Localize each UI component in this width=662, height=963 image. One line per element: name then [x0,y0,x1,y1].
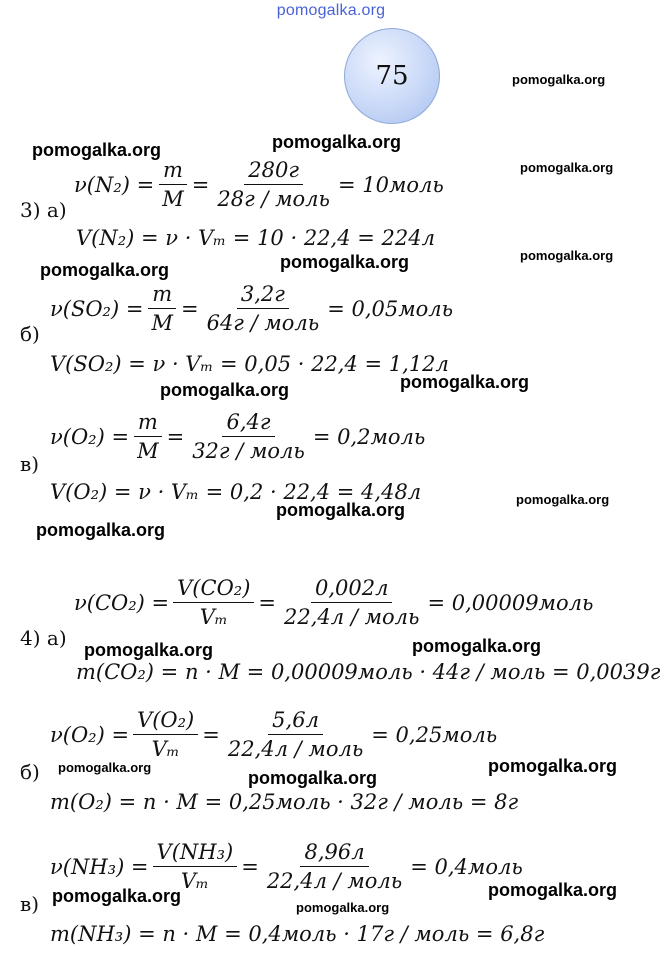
watermark: pomogalka.org [516,492,610,507]
equation-4c-amount: ν(NH₃) = $\frac{\text{V(NH₃)}}{\text{Vₘ}}$ = $\frac{8,96л}{\text{22,4л / моль}}$ = 0,4моль [50,840,523,894]
equation-4b-mass: m(O₂) = n · M = 0,25моль · 32г / моль = 8г [50,790,519,814]
watermark: pomogalka.org [84,640,214,660]
fraction: $\frac{m}{M}$ [147,282,177,335]
equation-lhs: ν(NH₃) = [50,854,149,879]
watermark: pomogalka.org [160,380,290,400]
top-watermark: pomogalka.org [276,2,386,19]
section-4-c-label: в) [20,892,40,916]
equation-3a-volume: V(N₂) = ν · Vₘ = 10 · 22,4 = 224л [76,226,435,250]
fraction: $\frac{6,4г}{\text{32г / моль}}$ [192,410,305,464]
equation-4a-amount: ν(CO₂) = $\frac{\text{V(CO₂)}}{\text{Vₘ}}$ = $\frac{0,002л}{\text{22,4л / моль}}$ = 0,00009моль [74,576,594,630]
watermark: pomogalka.org [488,756,618,776]
equation-result: = 0,00009моль [427,590,594,615]
equation-lhs: ν(O₂) = [50,722,130,747]
fraction: $\frac{0,002л}{\text{22,4л / моль}}$ [284,576,420,630]
equation-3b-volume: V(SO₂) = ν · Vₘ = 0,05 · 22,4 = 1,12л [50,352,449,376]
watermark: pomogalka.org [276,500,406,520]
watermark: pomogalka.org [40,260,170,280]
equation-lhs: ν(SO₂) = [50,296,144,321]
watermark: pomogalka.org [488,880,618,900]
section-3-b-label: б) [20,322,40,346]
watermark: pomogalka.org [520,160,614,175]
fraction: $\frac{8,96л}{\text{22,4л / моль}}$ [266,840,403,894]
equation-lhs: ν(O₂) = [50,424,130,449]
section-number: 3) [20,198,41,222]
equation-3b-amount: ν(SO₂) = $\frac{m}{M}$ = $\frac{3,2г}{\text{64г / моль}}$ = 0,05моль [50,282,454,336]
equation-result: = 0,4моль [410,854,523,879]
watermark: pomogalka.org [32,140,162,160]
fraction: $\frac{m}{M}$ [133,410,163,463]
watermark: pomogalka.org [272,132,402,152]
equation-result: = 0,05моль [327,296,454,321]
problem-number-badge [344,28,440,124]
item-letter: а) [46,198,67,222]
equation-result: = 10моль [337,172,444,197]
equation-result: = 0,25моль [371,722,498,747]
section-4-b-label: б) [20,760,40,784]
equation-lhs: ν(CO₂) = [74,590,170,615]
fraction: $\frac{m}{M}$ [158,158,188,211]
fraction: $\frac{280г}{\text{28г / моль}}$ [217,158,330,212]
equation-4a-mass: m(CO₂) = n · M = 0,00009моль · 44г / моль = 0,0039г [76,660,661,684]
watermark: pomogalka.org [520,248,614,263]
watermark: pomogalka.org [296,900,390,915]
watermark: pomogalka.org [248,768,378,788]
section-3-a-label [20,198,67,222]
watermark: pomogalka.org [58,760,152,775]
equation-3c-amount: ν(O₂) = $\frac{m}{M}$ = $\frac{6,4г}{\text{32г / моль}}$ = 0,2моль [50,410,426,464]
watermark: pomogalka.org [412,636,542,656]
fraction: $\frac{3,2г}{\text{64г / моль}}$ [206,282,320,336]
equation-lhs: ν(N₂) = [74,172,155,197]
watermark: pomogalka.org [512,72,606,87]
equation-3c-volume: V(O₂) = ν · Vₘ = 0,2 · 22,4 = 4,48л [50,480,422,504]
item-letter: а) [46,626,67,650]
equation-4b-amount: ν(O₂) = $\frac{\text{V(O₂)}}{\text{Vₘ}}$ = $\frac{5,6л}{\text{22,4л / моль}}$ = 0,25моль [50,708,498,762]
fraction: $\frac{\text{V(NH₃)}}{\text{Vₘ}}$ [153,840,238,893]
fraction: $\frac{\text{V(O₂)}}{\text{Vₘ}}$ [133,708,198,761]
equation-result: = 0,2моль [312,424,426,449]
section-number: 4) [20,626,41,650]
watermark: pomogalka.org [400,372,530,392]
section-4-a-label [20,626,67,650]
watermark: pomogalka.org [280,252,410,272]
section-3-c-label: в) [20,452,40,476]
watermark: pomogalka.org [36,520,166,540]
fraction: $\frac{5,6л}{\text{22,4л / моль}}$ [227,708,364,762]
equation-3a-amount: ν(N₂) = $\frac{m}{M}$ = $\frac{280г}{\text{28г / моль}}$ = 10моль [74,158,444,212]
fraction: $\frac{\text{V(CO₂)}}{\text{Vₘ}}$ [173,576,254,629]
equation-4c-mass: m(NH₃) = n · M = 0,4моль · 17г / моль = 6,8г [50,922,545,946]
problem-number: 75 [375,61,409,91]
watermark: pomogalka.org [52,886,182,906]
